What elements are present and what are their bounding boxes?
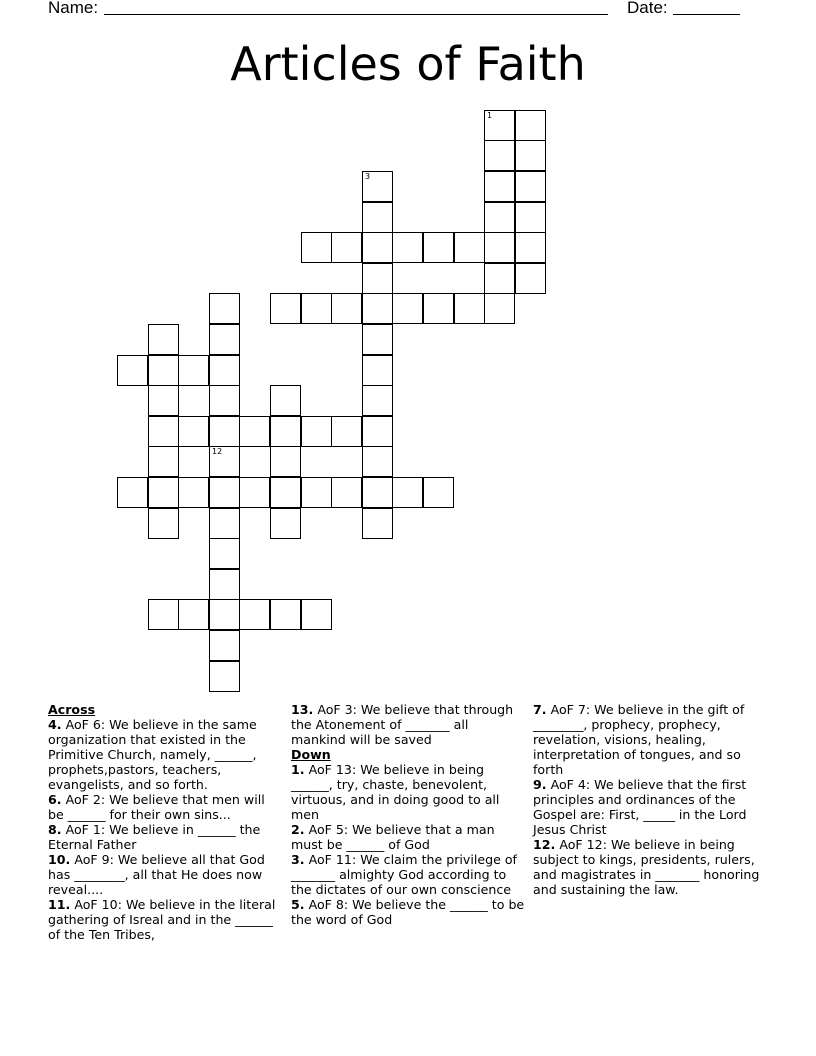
grid-cell[interactable]: [484, 110, 515, 141]
across-heading: Across: [48, 702, 96, 717]
down-clue: 7. AoF 7: We believe in the gift of ________, prophecy, prophecy, revelation, visions, healing, interpretation of tongues, and so forth: [533, 702, 745, 777]
grid-cell[interactable]: [270, 385, 301, 416]
grid-cell[interactable]: [362, 324, 393, 355]
grid-cell[interactable]: [362, 232, 393, 263]
grid-cell[interactable]: [270, 477, 301, 508]
grid-cell[interactable]: [178, 355, 209, 386]
grid-cell[interactable]: [117, 477, 148, 508]
grid-cell[interactable]: [454, 232, 485, 263]
grid-cell[interactable]: [148, 355, 179, 386]
grid-cell[interactable]: [209, 477, 240, 508]
down-clue: 9. AoF 4: We believe that the first principles and ordinances of the Gospel are: First, _____ in the Lord Jesus Christ: [533, 777, 747, 837]
grid-cell[interactable]: [178, 416, 209, 447]
clues-column-1: [48, 702, 284, 942]
across-clue: 6. AoF 2: We believe that men will be ______ for their own sins...: [48, 792, 265, 822]
grid-cell[interactable]: [515, 202, 546, 233]
down-clue: 3. AoF 11: We claim the privilege of _______ almighty God according to the dictates of our own conscience: [291, 852, 517, 897]
grid-cell[interactable]: [362, 416, 393, 447]
grid-cell[interactable]: [423, 232, 454, 263]
grid-cell[interactable]: [392, 232, 423, 263]
grid-cell[interactable]: [454, 293, 485, 324]
down-clue: 1. AoF 13: We believe in being ______, try, chaste, benevolent, virtuous, and in doing good to all men: [291, 762, 500, 822]
grid-cell[interactable]: [239, 416, 270, 447]
grid-cell[interactable]: [209, 599, 240, 630]
grid-cell[interactable]: [148, 416, 179, 447]
grid-cell[interactable]: [331, 232, 362, 263]
grid-cell[interactable]: [484, 232, 515, 263]
grid-cell[interactable]: [209, 385, 240, 416]
grid-cell[interactable]: [362, 446, 393, 477]
grid-cell[interactable]: [362, 263, 393, 294]
grid-cell[interactable]: [148, 508, 179, 539]
grid-cell[interactable]: [301, 416, 332, 447]
across-clue: 13. AoF 3: We believe that through the Atonement of _______ all mankind will be saved: [291, 702, 514, 747]
grid-cell[interactable]: [270, 446, 301, 477]
grid-cell[interactable]: [209, 661, 240, 692]
grid-cell[interactable]: [209, 569, 240, 600]
grid-cell[interactable]: [515, 232, 546, 263]
grid-cell[interactable]: [301, 599, 332, 630]
down-heading: Down: [291, 747, 331, 762]
cell-number: 3: [365, 172, 371, 181]
grid-cell[interactable]: [362, 293, 393, 324]
grid-cell[interactable]: [392, 477, 423, 508]
grid-cell[interactable]: [484, 140, 515, 171]
grid-cell[interactable]: [270, 416, 301, 447]
grid-cell[interactable]: [301, 477, 332, 508]
grid-cell[interactable]: [178, 477, 209, 508]
cell-number: 12: [212, 447, 223, 456]
grid-cell[interactable]: [209, 416, 240, 447]
grid-cell[interactable]: [148, 385, 179, 416]
clues-column-3: [533, 702, 767, 897]
grid-cell[interactable]: [148, 599, 179, 630]
grid-cell[interactable]: [331, 293, 362, 324]
grid-cell[interactable]: [117, 355, 148, 386]
grid-cell[interactable]: [178, 599, 209, 630]
grid-cell[interactable]: [209, 446, 240, 477]
grid-cell[interactable]: [239, 477, 270, 508]
grid-cell[interactable]: [515, 171, 546, 202]
grid-cell[interactable]: [270, 599, 301, 630]
grid-cell[interactable]: [423, 293, 454, 324]
grid-cell[interactable]: [331, 416, 362, 447]
grid-cell[interactable]: [148, 324, 179, 355]
grid-cell[interactable]: [362, 355, 393, 386]
grid-cell[interactable]: [515, 110, 546, 141]
grid-cell[interactable]: [301, 232, 332, 263]
down-clue: 12. AoF 12: We believe in being subject to kings, presidents, rulers, and magistrates in _______ honoring and sustaining the law.: [533, 837, 760, 897]
grid-cell[interactable]: [484, 293, 515, 324]
grid-cell[interactable]: [392, 293, 423, 324]
across-clue: 8. AoF 1: We believe in ______ the Eternal Father: [48, 822, 261, 852]
grid-cell[interactable]: [362, 477, 393, 508]
page-title: Articles of Faith: [230, 37, 586, 91]
grid-cell[interactable]: [362, 508, 393, 539]
grid-cell[interactable]: [209, 293, 240, 324]
cell-number: 1: [487, 111, 493, 120]
grid-cell[interactable]: [209, 324, 240, 355]
grid-cell[interactable]: [331, 477, 362, 508]
grid-cell[interactable]: [515, 263, 546, 294]
grid-cell[interactable]: [148, 446, 179, 477]
grid-cell[interactable]: [209, 355, 240, 386]
down-clue: 5. AoF 8: We believe the ______ to be the word of God: [291, 897, 525, 927]
down-clue: 2. AoF 5: We believe that a man must be ______ of God: [291, 822, 495, 852]
grid-cell[interactable]: [362, 171, 393, 202]
grid-cell[interactable]: [270, 293, 301, 324]
grid-cell[interactable]: [148, 477, 179, 508]
grid-cell[interactable]: [423, 477, 454, 508]
clues-column-2: [291, 702, 527, 927]
grid-cell[interactable]: [515, 140, 546, 171]
grid-cell[interactable]: [484, 171, 515, 202]
grid-cell[interactable]: [301, 293, 332, 324]
across-clue: 10. AoF 9: We believe all that God has ________, all that He does now reveal....: [48, 852, 265, 897]
date-label: Date:: [627, 0, 668, 17]
grid-cell[interactable]: [209, 630, 240, 661]
grid-cell[interactable]: [209, 538, 240, 569]
grid-cell[interactable]: [362, 385, 393, 416]
name-label: Name:: [48, 0, 99, 17]
grid-cell[interactable]: [484, 263, 515, 294]
grid-cell[interactable]: [362, 202, 393, 233]
across-clue: 11. AoF 10: We believe in the literal gathering of Isreal and in the ______ of the Ten Tribes,: [48, 897, 276, 942]
across-clue: 4. AoF 6: We believe in the same organization that existed in the Primitive Church, namely, ______, prophets,pastors, teachers, evangelists, and so forth.: [48, 717, 257, 792]
grid-cell[interactable]: [239, 599, 270, 630]
grid-cell[interactable]: [484, 202, 515, 233]
grid-cell[interactable]: [270, 508, 301, 539]
grid-cell[interactable]: [209, 508, 240, 539]
